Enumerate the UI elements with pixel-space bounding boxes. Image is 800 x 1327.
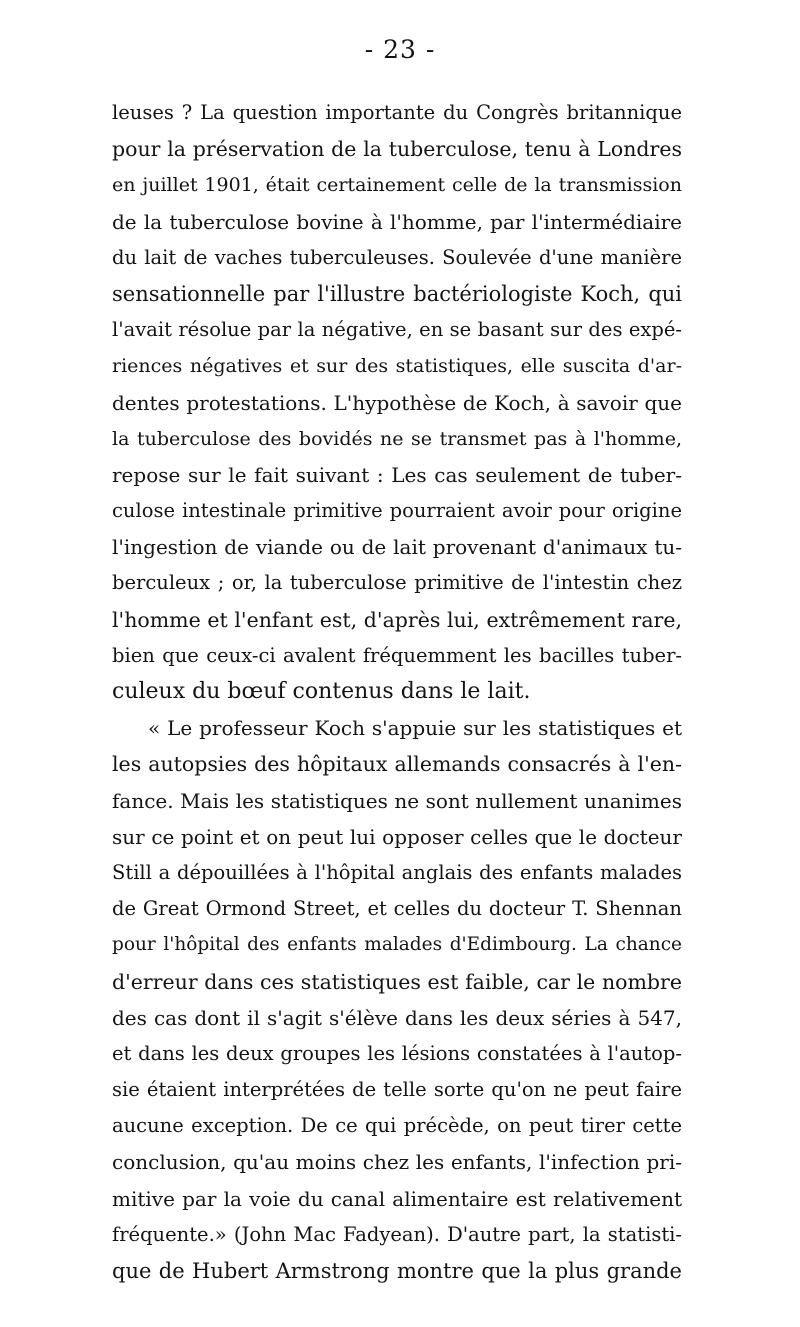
text-line: mitive par la voie du canal alimentaire est relativement bbox=[112, 1186, 682, 1211]
body-text bbox=[112, 95, 682, 1289]
text-line: pour la préservation de la tuberculose, tenu à Londres bbox=[112, 137, 682, 162]
text-line: aucune exception. De ce qui précède, on peut tirer cette bbox=[112, 1114, 682, 1138]
text-line: riences négatives et sur des statistiques, elle suscita d'ar- bbox=[112, 355, 682, 378]
text-line: les autopsies des hôpitaux allemands consacrés à l'en- bbox=[112, 752, 682, 777]
text-line: sensationnelle par l'illustre bactériologiste Koch, qui bbox=[112, 281, 682, 306]
text-line: d'erreur dans ces statistiques est faible, car le nombre bbox=[112, 969, 682, 994]
text-line: fance. Mais les statistiques ne sont nullement unanimes bbox=[112, 788, 682, 813]
text-line: des cas dont il s'agit s'élève dans les deux séries à 547, bbox=[112, 1005, 682, 1030]
text-line: et dans les deux groupes les lésions constatées à l'autop- bbox=[112, 1041, 682, 1065]
text-line: l'ingestion de viande ou de lait provenant d'animaux tu- bbox=[112, 535, 682, 560]
text-line: sur ce point et on peut lui opposer celles que le docteur bbox=[112, 824, 682, 849]
text-line: bien que ceux-ci avalent fréquemment les bacilles tuber- bbox=[112, 643, 682, 667]
text-line: repose sur le fait suivant : Les cas seulement de tuber- bbox=[112, 462, 682, 487]
text-line: de Great Ormond Street, et celles du docteur T. Shennan bbox=[112, 897, 682, 921]
text-line: berculeux ; or, la tuberculose primitive de l'intestin chez bbox=[112, 571, 682, 595]
text-line: culose intestinale primitive pourraient avoir pour origine bbox=[112, 499, 682, 523]
text-line: en juillet 1901, était certainement celle de la transmission bbox=[112, 174, 682, 197]
text-line: du lait de vaches tuberculeuses. Soulevée d'une manière bbox=[112, 245, 682, 269]
text-line: fréquente.» (John Mac Fadyean). D'autre part, la statisti- bbox=[112, 1222, 682, 1246]
text-line: la tuberculose des bovidés ne se transmet pas à l'homme, bbox=[112, 427, 682, 450]
text-line: de la tuberculose bovine à l'homme, par l'intermédiaire bbox=[112, 209, 682, 234]
text-line: dentes protestations. L'hypothèse de Koch, à savoir que bbox=[112, 390, 682, 415]
text-line: sie étaient interprétées de telle sorte qu'on ne peut faire bbox=[112, 1078, 682, 1102]
text-line: pour l'hôpital des enfants malades d'Edimbourg. La chance bbox=[112, 934, 682, 956]
text-line: l'homme et l'enfant est, d'après lui, extrêmement rare, bbox=[112, 607, 682, 632]
text-line: conclusion, qu'au moins chez les enfants, l'infection pri- bbox=[112, 1150, 682, 1175]
text-line: l'avait résolue par la négative, en se basant sur des expé- bbox=[112, 318, 682, 342]
text-line: que de Hubert Armstrong montre que la plus grande bbox=[112, 1259, 682, 1283]
paragraph-start-line: « Le professeur Koch s'appuie sur les statistiques et bbox=[148, 716, 682, 741]
paragraph-end-line: culeux du bœuf contenus dans le lait. bbox=[112, 679, 531, 704]
text-line: Still a dépouillées à l'hôpital anglais des enfants malades bbox=[112, 860, 682, 884]
text-line: leuses ? La question importante du Congrès britannique bbox=[112, 101, 682, 124]
page-number: - 23 - bbox=[364, 35, 436, 64]
